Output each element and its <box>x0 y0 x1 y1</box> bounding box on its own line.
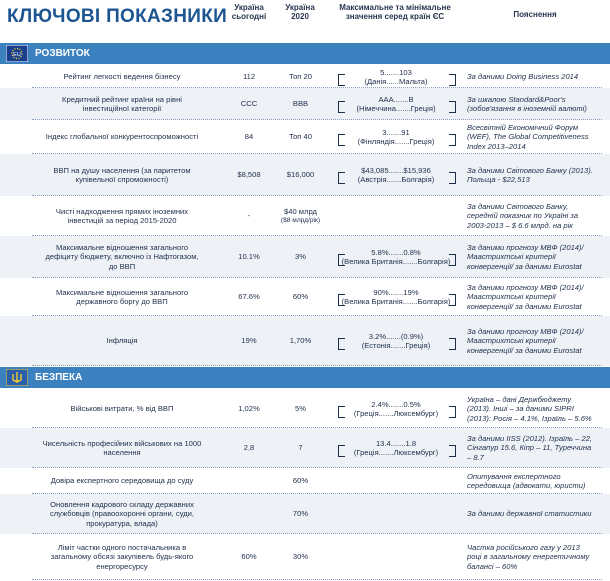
eu-flag-icon <box>6 45 28 62</box>
indicator-label-line: Кредитний рейтинг країни на рівні <box>62 94 182 104</box>
value-target <box>273 476 328 485</box>
explanation-line: За даними прогнозу МВФ (2014)/ <box>467 243 584 253</box>
indicator-label <box>33 243 211 271</box>
value-target-line: 7 <box>298 443 303 453</box>
value-target-line: 60% <box>292 292 309 302</box>
indicator-label <box>33 404 211 413</box>
column-header-line: Україна <box>234 3 264 12</box>
explanation <box>467 395 605 423</box>
indicator-label-line: Максимальне відношення загального <box>55 243 189 253</box>
explanation-line: За даними IISS (2012). Ізраїль – 22, <box>467 434 593 444</box>
range-bracket <box>449 101 456 113</box>
range-bracket <box>449 294 456 306</box>
value-target-line: 70% <box>292 509 309 519</box>
value-target-line: 5% <box>295 404 306 414</box>
explanation-line: За даними Doing Business 2014 <box>467 72 579 82</box>
value-target-line: 3% <box>295 252 306 262</box>
table-row <box>0 316 610 366</box>
explanation-line: (2013). Інші – за даними SIPRI <box>467 404 574 414</box>
value-now: $8,508 <box>237 170 261 180</box>
explanation-line: За даними прогнозу МВФ (2014)/ <box>467 327 584 337</box>
explanation-line: За даними прогнозу МВФ (2014)/ <box>467 283 584 293</box>
indicator-label-line: прокуратура, влада) <box>86 518 158 528</box>
eu-range-line: (Австрія.......Болгарія) <box>357 174 435 184</box>
indicator-label-line: Ліміт частки одного постачальника в <box>57 543 187 553</box>
column-header-line: Пояснення <box>513 10 557 19</box>
indicator-label <box>33 439 211 458</box>
value-now: 10.1% <box>238 252 260 262</box>
column-header-target <box>270 3 330 21</box>
eu-range-line: $43,085.......$15,936 <box>361 165 431 175</box>
section-label: БЕЗПЕКА <box>35 372 83 383</box>
eu-range <box>337 400 455 419</box>
section-label: РОЗВИТОК <box>35 48 90 59</box>
indicator-label-line: загальному обсязі закупівель будь-якого <box>50 552 194 562</box>
indicator-label-line: дефіциту бюджету, включно із Нафтогазом, <box>45 252 199 262</box>
value-target <box>273 336 328 345</box>
eu-range <box>337 288 455 307</box>
eu-range <box>337 68 455 87</box>
eu-range-line: (Греція.......Люксембург) <box>353 447 439 457</box>
eu-range <box>337 439 455 458</box>
explanation-line: (WEF), The Global Competitiveness <box>467 132 589 142</box>
explanation <box>467 123 605 151</box>
explanation <box>467 327 605 355</box>
explanation-line: 2003-2013 – $ 6.6 млрд. на рік <box>467 220 573 230</box>
page-header <box>0 0 610 39</box>
eu-range-line: (Велика Британія.......Болгарія) <box>341 256 451 266</box>
indicator-label-line: купівельної спроможності) <box>75 174 169 184</box>
indicator-label-line: Чисті надходження прямих іноземних <box>55 206 189 216</box>
indicator-label-line: Оновлення кадрового складу державних <box>50 500 194 510</box>
eu-range-line: AAA.......B <box>378 94 414 104</box>
indicator-label-line: Максимальне відношення загального <box>55 287 189 297</box>
value-now: 2,8 <box>243 443 255 453</box>
explanation-line: За даними Світового Банку, <box>467 202 569 212</box>
explanation <box>467 283 605 311</box>
eu-range-line: (Велика Британія.......Болгарія) <box>341 296 451 306</box>
value-target-line: 60% <box>292 476 309 486</box>
eu-range <box>337 248 455 267</box>
explanation-line: році в загальному енергетичному <box>467 552 590 562</box>
value-target <box>273 252 328 261</box>
indicator-label <box>33 207 211 226</box>
value-target <box>273 207 328 226</box>
range-bracket <box>338 338 345 350</box>
column-header-line: 2020 <box>291 12 309 21</box>
value-target-line: BBB <box>292 99 309 109</box>
range-bracket <box>449 406 456 418</box>
indicator-label-line: населення <box>103 447 141 457</box>
range-bracket <box>449 74 456 86</box>
explanation-line: Сінгапур 15.6, Кіпр – 11, Туреччина <box>467 443 592 453</box>
indicator-label-line: інвестиційної категорії <box>82 103 162 113</box>
explanation <box>467 543 605 571</box>
explanation-line: Опитування експертного <box>467 471 561 481</box>
indicator-label-line: ВВП на душу населення (за паритетом <box>53 165 191 175</box>
indicator-label <box>33 95 211 114</box>
explanation <box>467 72 605 81</box>
eu-range-line: (Греція.......Люксембург) <box>353 408 439 418</box>
indicator-label-line: Індекс глобальної конкурентоспроможності <box>45 132 199 142</box>
explanation-line: – 8.7 <box>467 452 484 462</box>
indicator-label-line: до ВВП <box>108 261 136 271</box>
range-bracket <box>338 101 345 113</box>
column-header-line: сьогодні <box>231 12 267 21</box>
indicator-label <box>33 336 211 345</box>
table-row <box>0 390 610 428</box>
explanation-line: За даними Світового Банку (2013). <box>467 165 593 175</box>
indicator-label <box>33 543 211 571</box>
value-target-line: Топ 20 <box>289 72 312 82</box>
value-now: 112 <box>242 72 256 82</box>
indicator-label-line: службовців (правоохоронні органи, суди, <box>49 509 195 519</box>
column-header-range <box>330 3 460 21</box>
table-row <box>0 154 610 196</box>
eu-range-line: 3.2%.......(0.9%) <box>368 331 424 341</box>
eu-range-line: 5.8%.......0.8% <box>371 247 421 257</box>
range-bracket <box>449 134 456 146</box>
explanation-line: Маастрихтські критерії <box>467 292 556 302</box>
explanation-line: За даними державної статистики <box>467 509 592 519</box>
eu-range-line: (Данія......Мальта) <box>364 76 428 86</box>
explanation <box>467 243 605 271</box>
eu-range <box>337 95 455 114</box>
range-bracket <box>338 134 345 146</box>
table-row <box>0 534 610 580</box>
eu-range-line: 5.......103 <box>380 67 412 77</box>
indicator-label-line: Чисельність професійних військових на 1000 <box>42 438 202 448</box>
indicator-label-line: Довіра експертного середовища до суду <box>50 476 194 486</box>
explanation-line: За шкалою Standard&Poor's <box>467 94 566 104</box>
explanation-line: Маастрихтські критерії <box>467 336 556 346</box>
eu-range-line: 2.4%.......0.5% <box>371 399 421 409</box>
value-target <box>273 443 328 452</box>
explanation <box>467 472 605 491</box>
indicator-label <box>33 476 211 485</box>
value-target <box>273 552 328 561</box>
section-development <box>0 43 610 64</box>
column-header-note <box>480 10 590 19</box>
range-bracket <box>338 254 345 266</box>
range-bracket <box>449 172 456 184</box>
range-bracket <box>338 294 345 306</box>
table-row <box>0 278 610 316</box>
eu-range-line: 90%.......19% <box>373 287 419 297</box>
table-row <box>0 66 610 88</box>
eu-range-line: 13.4.......1.8 <box>375 438 417 448</box>
value-now: 19% <box>241 336 257 346</box>
value-now: 67.6% <box>238 292 260 302</box>
column-header-line: значення серед країн ЄС <box>345 12 445 21</box>
value-target <box>273 292 328 301</box>
explanation <box>467 509 605 518</box>
table-row <box>0 428 610 468</box>
indicator-label-line: енергоресурсу <box>96 561 148 571</box>
value-target <box>273 509 328 518</box>
explanation-line: середовища (адвокати, юристи) <box>467 480 586 490</box>
indicator-label <box>33 132 211 141</box>
value-target <box>273 132 328 141</box>
explanation <box>467 166 605 185</box>
explanation <box>467 95 605 114</box>
explanation-line: середній показник по Україні за <box>467 211 579 221</box>
value-target <box>273 404 328 413</box>
indicator-label-line: інвестицій за період 2015-2020 <box>67 215 177 225</box>
value-now: CCC <box>240 99 258 109</box>
trident-icon <box>6 369 28 386</box>
range-bracket <box>449 254 456 266</box>
indicator-label-line: державного боргу до ВВП <box>76 296 168 306</box>
explanation-line: Частка російського газу у 2013 <box>467 543 580 553</box>
value-target <box>273 99 328 108</box>
indicator-label-line: Інфляція <box>106 336 138 346</box>
indicator-label <box>33 500 211 528</box>
eu-range-line: (Німеччина.......Греція) <box>356 103 436 113</box>
indicator-label-line: Військові витрати, % від ВВП <box>70 404 174 414</box>
value-now: 60% <box>241 552 257 562</box>
explanation-line: Index 2013–2014 <box>467 141 526 151</box>
explanation-line: (зобов'язання в іноземній валюті) <box>467 103 587 113</box>
svg-text:EU: EU <box>13 52 21 58</box>
value-target-line: ($8 млрд/рік) <box>280 216 321 224</box>
table-row <box>0 88 610 120</box>
range-bracket <box>449 445 456 457</box>
range-bracket <box>449 338 456 350</box>
value-target-line: Топ 40 <box>289 132 312 142</box>
value-now: 1,02% <box>238 404 260 414</box>
eu-range-line: (Фінляндія.......Греція) <box>357 136 435 146</box>
indicator-label <box>33 72 211 81</box>
range-bracket <box>338 445 345 457</box>
table-row <box>0 236 610 278</box>
explanation <box>467 434 605 462</box>
eu-range-line: 3.......91 <box>382 127 410 137</box>
table-row <box>0 494 610 534</box>
value-target-line: 30% <box>292 552 309 562</box>
value-target-line: $16,000 <box>286 170 315 180</box>
column-header-line: Максимальне та мінімальне <box>339 3 451 12</box>
value-target-line: $40 млрд <box>284 206 317 216</box>
row-divider <box>32 365 602 366</box>
explanation-line: Всесвітній Економічний Форум <box>467 123 579 133</box>
indicator-label <box>33 288 211 307</box>
eu-range <box>337 128 455 147</box>
value-target <box>273 170 328 179</box>
explanation-line: Маастрихтські критерії <box>467 252 556 262</box>
range-bracket <box>338 406 345 418</box>
page-title: КЛЮЧОВІ ПОКАЗНИКИ <box>7 6 228 27</box>
range-bracket <box>338 74 345 86</box>
table-row <box>0 120 610 154</box>
eu-range <box>337 166 455 185</box>
value-target <box>273 72 328 81</box>
row-divider <box>32 579 602 580</box>
explanation-line: Україна – дані Держбюджету <box>467 395 572 405</box>
explanation-line: Польща - $22,513 <box>467 174 530 184</box>
eu-range <box>337 332 455 351</box>
explanation-line: (2013): Росія – 4.1%, Ізраїль – 5.6% <box>467 413 592 423</box>
table-row <box>0 196 610 236</box>
value-target-line: 1,70% <box>289 336 312 346</box>
table-row <box>0 468 610 494</box>
section-security <box>0 367 610 388</box>
explanation <box>467 202 605 230</box>
indicator-label-line: Рейтинг легкості ведення бізнесу <box>63 72 181 82</box>
range-bracket <box>338 172 345 184</box>
explanation-line: балансі – 60% <box>467 561 518 571</box>
value-now: 84 <box>244 132 254 142</box>
explanation-line: конвергенції/ за даними Eurostat <box>467 301 582 311</box>
indicator-label <box>33 166 211 185</box>
value-now: - <box>247 211 251 221</box>
explanation-line: конвергенції/ за даними Eurostat <box>467 261 582 271</box>
column-header-line: Україна <box>285 3 315 12</box>
explanation-line: конвергенції/ за даними Eurostat <box>467 345 582 355</box>
eu-range-line: (Естонія.......Греція) <box>361 340 431 350</box>
